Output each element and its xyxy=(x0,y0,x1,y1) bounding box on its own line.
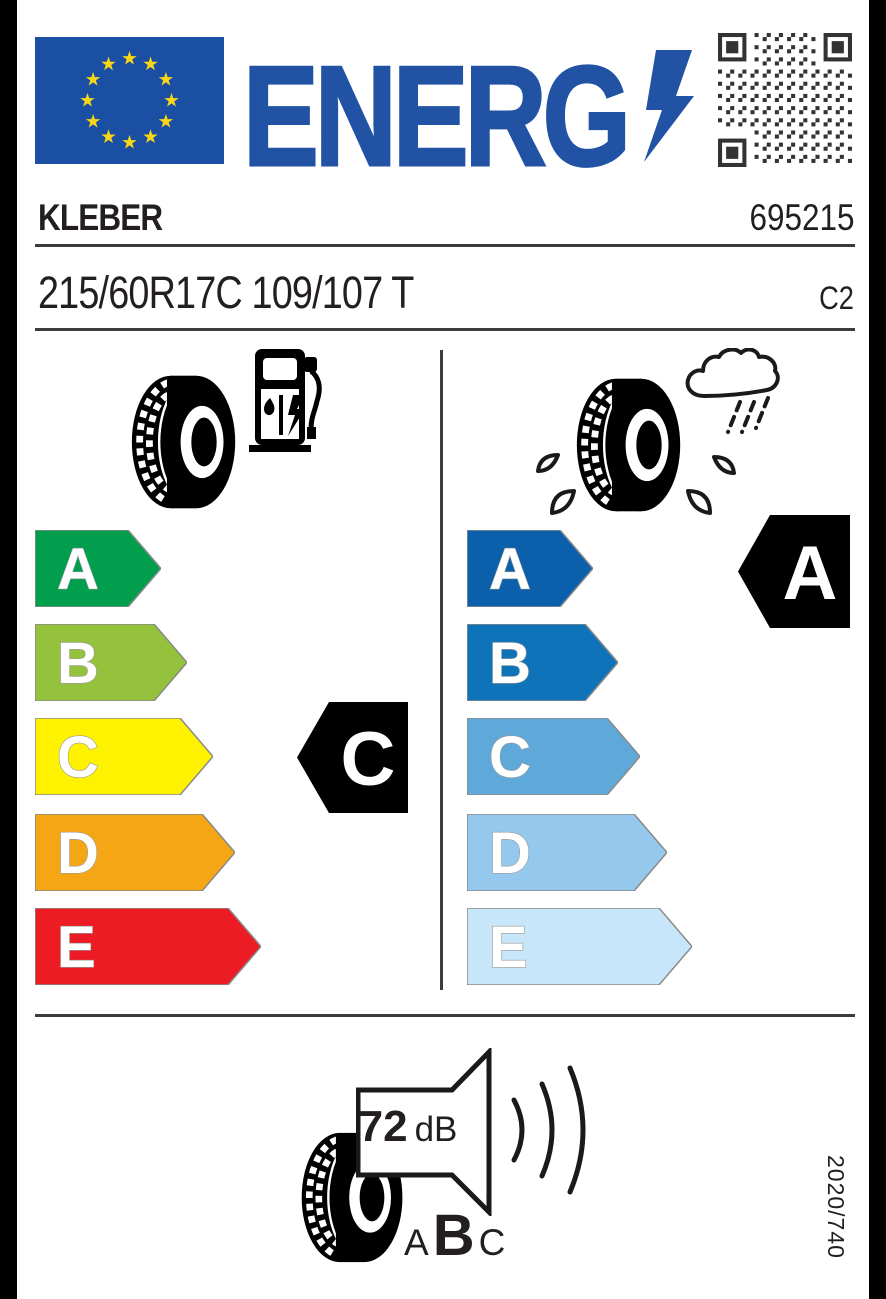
wet-grade-d xyxy=(467,814,667,891)
tyre-dimensions: 215/60R17C 109/107 T xyxy=(38,267,414,318)
brand-name: KLEBER xyxy=(38,197,163,238)
qr-code-icon xyxy=(718,33,852,167)
svg-text:D: D xyxy=(57,821,99,886)
svg-text:C: C xyxy=(340,717,396,802)
fuel-grade-a xyxy=(35,530,161,607)
noise-class-c: C xyxy=(478,1222,506,1263)
noise-value-box xyxy=(360,1102,456,1152)
fuel-grade-b xyxy=(35,624,187,701)
svg-text:B: B xyxy=(489,631,531,696)
article-number: 695215 xyxy=(749,197,854,238)
wet-rating-arrow xyxy=(738,515,850,628)
wet-grade-a xyxy=(467,530,593,607)
tyre-class: C2 xyxy=(819,280,854,316)
noise-class-b-selected: B xyxy=(432,1203,475,1268)
divider-line xyxy=(35,1014,855,1017)
sound-waves-icon xyxy=(508,1062,600,1198)
svg-text:A: A xyxy=(782,531,838,616)
divider-line xyxy=(35,244,855,247)
svg-text:E: E xyxy=(57,915,96,980)
noise-value: 72 xyxy=(358,1102,408,1151)
energ-logo-text: ENERG xyxy=(243,37,627,196)
fuel-grade-c xyxy=(35,718,213,795)
svg-text:A: A xyxy=(57,537,99,602)
svg-text:A: A xyxy=(489,537,531,602)
fuel-rating-arrow xyxy=(297,702,408,813)
svg-text:C: C xyxy=(489,725,531,790)
wet-grade-b xyxy=(467,624,618,701)
svg-text:C: C xyxy=(57,725,99,790)
rain-cloud-icon xyxy=(684,348,782,434)
svg-text:D: D xyxy=(489,821,531,886)
noise-class-a: A xyxy=(404,1222,429,1263)
regulation-number: 2020/740 xyxy=(823,1155,849,1259)
left-border-bar xyxy=(0,0,17,1299)
fuel-grade-d xyxy=(35,814,235,891)
noise-classes xyxy=(404,1202,505,1269)
wet-grade-c xyxy=(467,718,640,795)
tyre-icon xyxy=(126,368,243,516)
svg-text:E: E xyxy=(489,915,528,980)
eu-flag-icon xyxy=(35,37,224,164)
divider-line xyxy=(35,328,855,331)
center-divider xyxy=(440,350,443,990)
right-border-bar xyxy=(869,0,886,1299)
fuel-pump-icon xyxy=(247,349,323,452)
wet-grade-e xyxy=(467,908,692,985)
svg-text:B: B xyxy=(57,631,99,696)
fuel-grade-e xyxy=(35,908,261,985)
noise-unit: dB xyxy=(414,1110,458,1149)
lightning-bolt-icon xyxy=(640,50,700,162)
water-splash-icon xyxy=(534,449,756,525)
